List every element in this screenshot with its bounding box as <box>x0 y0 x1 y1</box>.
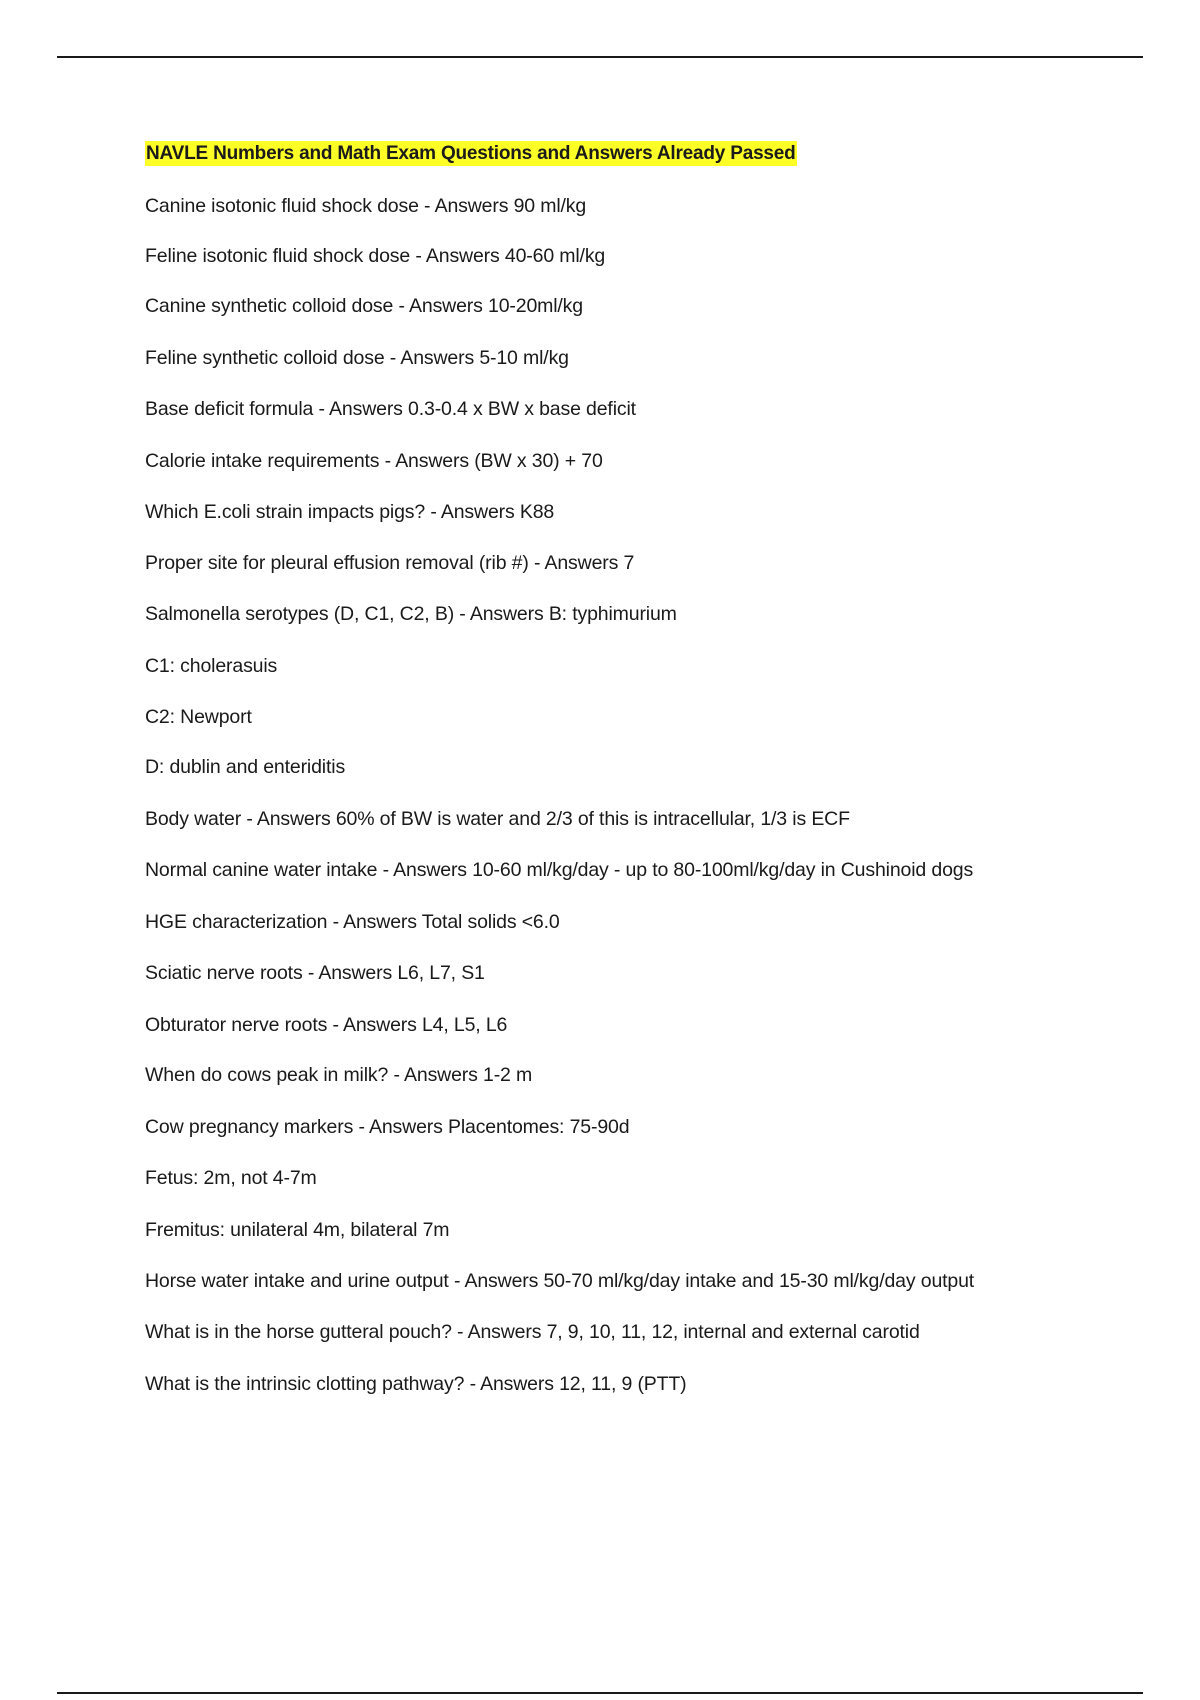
qa-line: Body water - Answers 60% of BW is water and 2/3 of this is intracellular, 1/3 is ECF <box>145 808 850 830</box>
qa-line: Normal canine water intake - Answers 10-60 ml/kg/day - up to 80-100ml/kg/day in Cushinoid dogs <box>145 859 974 881</box>
qa-line: Cow pregnancy markers - Answers Placentomes: 75-90d <box>145 1116 630 1138</box>
qa-line: Fetus: 2m, not 4-7m <box>145 1167 317 1189</box>
qa-line: C1: cholerasuis <box>145 655 278 677</box>
qa-line: Base deficit formula - Answers 0.3-0.4 x BW x base deficit <box>145 398 636 420</box>
top-rule <box>57 56 1143 58</box>
document-body <box>145 141 1145 1395</box>
qa-line: Fremitus: unilateral 4m, bilateral 7m <box>145 1219 450 1241</box>
qa-line: Horse water intake and urine output - Answers 50-70 ml/kg/day intake and 15-30 ml/kg/day output <box>145 1270 975 1292</box>
bottom-rule <box>57 1692 1143 1694</box>
qa-line: Canine synthetic colloid dose - Answers 10-20ml/kg <box>145 295 583 317</box>
qa-line: Salmonella serotypes (D, C1, C2, B) - Answers B: typhimurium <box>145 603 677 625</box>
qa-line: Canine isotonic fluid shock dose - Answers 90 ml/kg <box>145 195 587 217</box>
qa-line: Obturator nerve roots - Answers L4, L5, L6 <box>145 1014 508 1036</box>
qa-line: When do cows peak in milk? - Answers 1-2 m <box>145 1064 533 1086</box>
qa-line: Proper site for pleural effusion removal (rib #) - Answers 7 <box>145 552 635 574</box>
qa-line: Feline isotonic fluid shock dose - Answers 40-60 ml/kg <box>145 245 606 267</box>
qa-line: Calorie intake requirements - Answers (BW x 30) + 70 <box>145 450 603 472</box>
qa-line: C2: Newport <box>145 706 252 728</box>
qa-line: D: dublin and enteriditis <box>145 756 346 778</box>
qa-line: Feline synthetic colloid dose - Answers 5-10 ml/kg <box>145 347 569 369</box>
document-title: NAVLE Numbers and Math Exam Questions and Answers Already Passed <box>146 143 796 164</box>
qa-line: Which E.coli strain impacts pigs? - Answers K88 <box>145 501 555 523</box>
qa-line: What is the intrinsic clotting pathway? - Answers 12, 11, 9 (PTT) <box>145 1373 687 1395</box>
qa-line: What is in the horse gutteral pouch? - Answers 7, 9, 10, 11, 12, internal and external carotid <box>145 1321 920 1343</box>
qa-line: Sciatic nerve roots - Answers L6, L7, S1 <box>145 962 485 984</box>
qa-line: HGE characterization - Answers Total solids <6.0 <box>145 911 560 933</box>
